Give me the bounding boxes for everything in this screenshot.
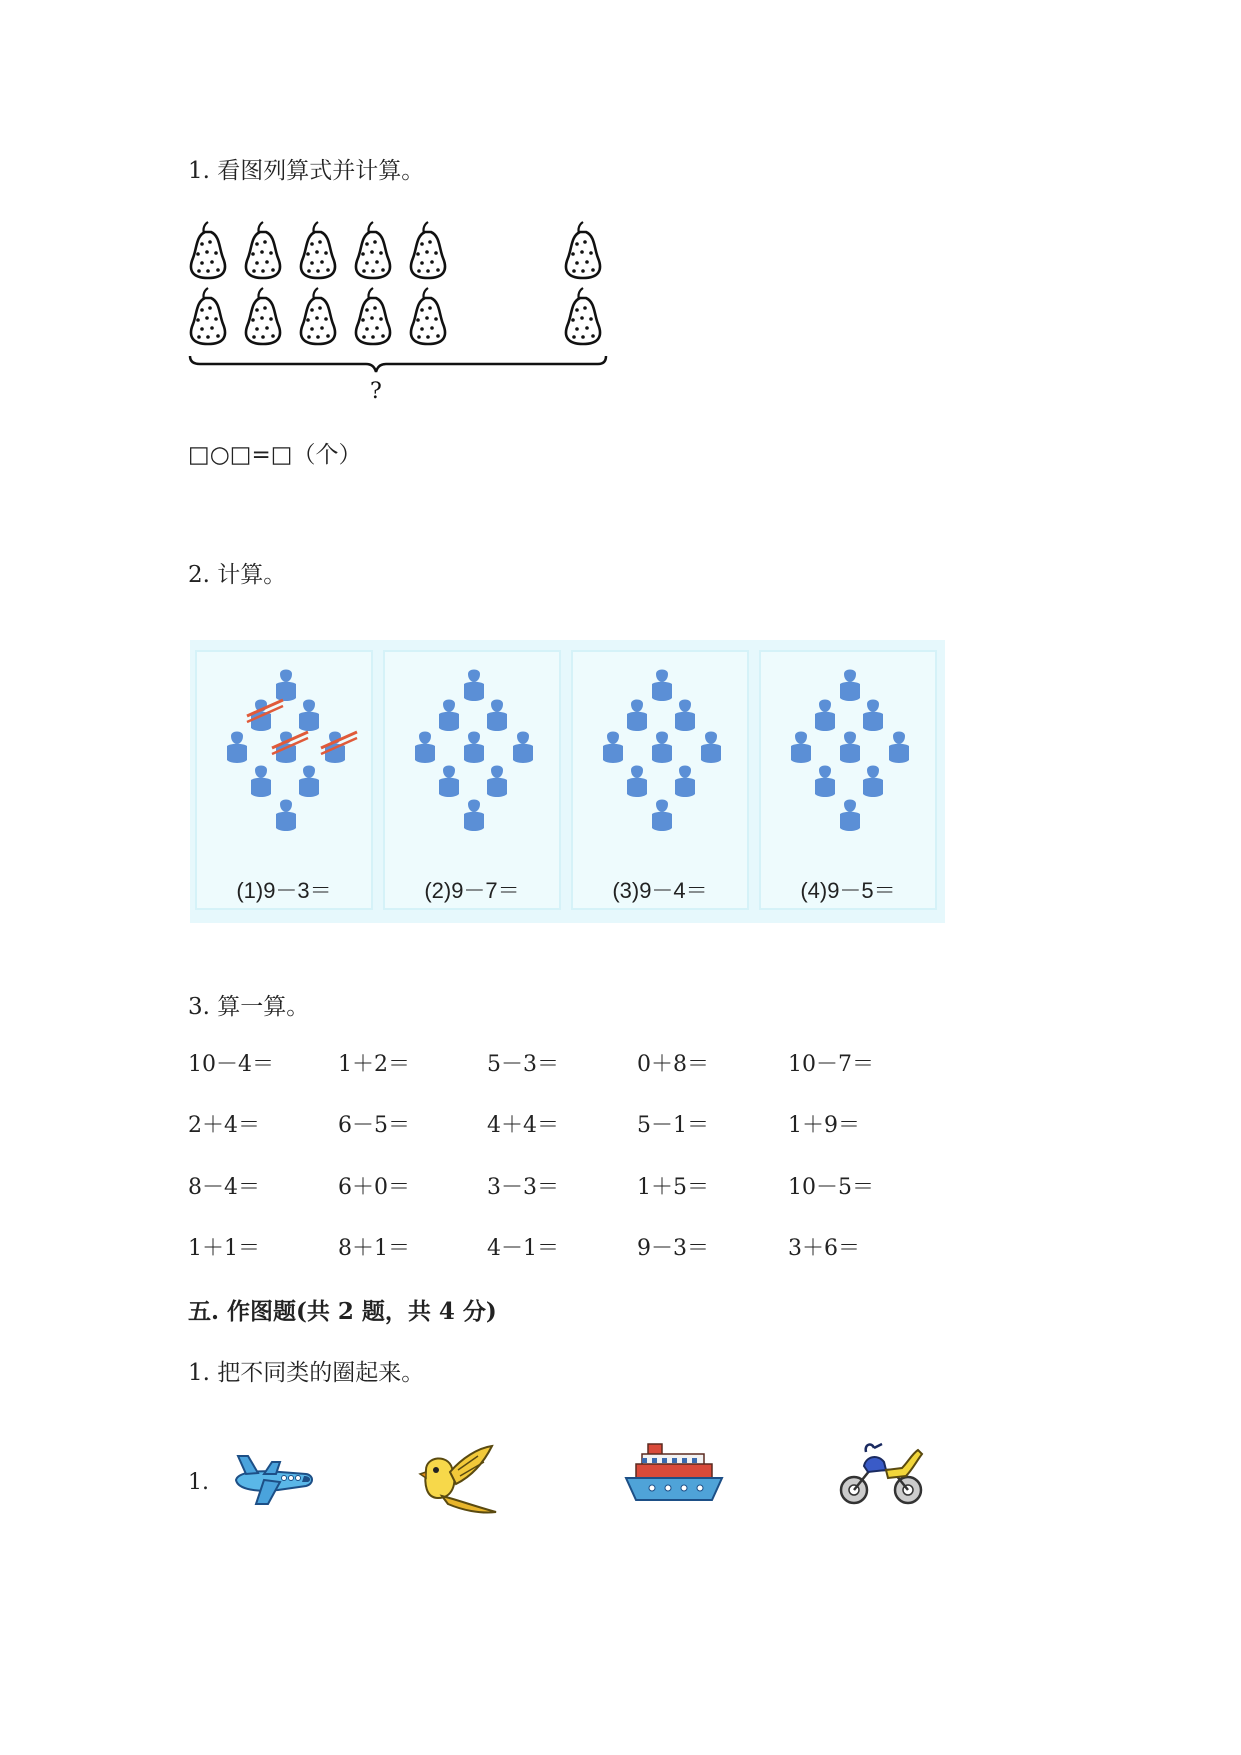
person-figure bbox=[652, 800, 672, 832]
person-figure bbox=[299, 700, 319, 732]
person-figure bbox=[889, 732, 909, 764]
people-figure bbox=[573, 652, 751, 867]
pear-figure bbox=[188, 218, 618, 408]
people-figure bbox=[197, 652, 375, 867]
equation: 10－7＝ bbox=[788, 1052, 874, 1077]
person-figure bbox=[251, 766, 271, 798]
pear bbox=[356, 288, 390, 344]
person-figure bbox=[675, 766, 695, 798]
people-figure bbox=[761, 652, 939, 867]
person-figure bbox=[299, 766, 319, 798]
pear bbox=[191, 222, 225, 278]
pear bbox=[246, 222, 280, 278]
person-figure bbox=[464, 670, 484, 702]
pear bbox=[411, 288, 445, 344]
equation: 1＋2＝ bbox=[338, 1052, 410, 1077]
person-figure bbox=[439, 766, 459, 798]
ship-icon bbox=[622, 1438, 726, 1510]
person-figure bbox=[627, 700, 647, 732]
person-figure bbox=[863, 700, 883, 732]
calc-panels bbox=[190, 640, 945, 923]
equation: 8－4＝ bbox=[188, 1175, 260, 1200]
person-figure bbox=[276, 670, 296, 702]
person-figure bbox=[815, 700, 835, 732]
panel-label: (2)9－7＝ bbox=[424, 878, 520, 903]
pear-row-bottom bbox=[191, 288, 600, 344]
panel bbox=[383, 650, 561, 910]
equation: 0＋8＝ bbox=[637, 1052, 709, 1077]
panel bbox=[571, 650, 749, 910]
equation: 6－5＝ bbox=[338, 1113, 410, 1138]
q2-title: 2. 计算。 bbox=[188, 562, 287, 588]
person-figure bbox=[276, 800, 296, 832]
equation: 10－5＝ bbox=[788, 1175, 874, 1200]
equation: 1＋9＝ bbox=[788, 1113, 860, 1138]
motorcycle-icon bbox=[836, 1440, 926, 1508]
pear bbox=[301, 222, 335, 278]
person-figure bbox=[675, 700, 695, 732]
equation: 5－1＝ bbox=[637, 1113, 709, 1138]
q1-title: 1. 看图列算式并计算。 bbox=[188, 158, 425, 184]
equation: 4－1＝ bbox=[487, 1236, 559, 1261]
panel-label: (4)9－5＝ bbox=[800, 878, 896, 903]
equation: 3＋6＝ bbox=[788, 1236, 860, 1261]
person-figure bbox=[791, 732, 811, 764]
question-mark: ? bbox=[370, 379, 382, 404]
pear bbox=[566, 222, 600, 278]
equation: 5－3＝ bbox=[487, 1052, 559, 1077]
airplane-icon bbox=[228, 1450, 316, 1508]
equation: 4＋4＝ bbox=[487, 1113, 559, 1138]
equation: 6＋0＝ bbox=[338, 1175, 410, 1200]
people-figure bbox=[385, 652, 563, 867]
person-figure bbox=[815, 766, 835, 798]
person-figure bbox=[652, 732, 672, 764]
person-figure bbox=[487, 766, 507, 798]
person-figure bbox=[227, 732, 247, 764]
pear-row-top bbox=[191, 222, 600, 278]
person-figure bbox=[513, 732, 533, 764]
person-figure bbox=[627, 766, 647, 798]
pear bbox=[191, 288, 225, 344]
equation: 3－3＝ bbox=[487, 1175, 559, 1200]
equation: 2＋4＝ bbox=[188, 1113, 260, 1138]
pear bbox=[246, 288, 280, 344]
panel-label: (3)9－4＝ bbox=[612, 878, 708, 903]
person-figure bbox=[464, 800, 484, 832]
bird-icon bbox=[412, 1440, 504, 1518]
person-figure bbox=[840, 800, 860, 832]
pear bbox=[411, 222, 445, 278]
person-figure bbox=[464, 732, 484, 764]
s5-q1-title: 1. 把不同类的圈起来。 bbox=[188, 1360, 425, 1386]
person-figure bbox=[439, 700, 459, 732]
item-number: 1. bbox=[188, 1470, 209, 1495]
equation: 10－4＝ bbox=[188, 1052, 274, 1077]
section-heading: 五. 作图题(共 2 题，共 4 分) bbox=[188, 1298, 497, 1325]
person-figure bbox=[863, 766, 883, 798]
person-figure bbox=[840, 670, 860, 702]
q3-title: 3. 算一算。 bbox=[188, 994, 310, 1020]
brace bbox=[190, 356, 606, 372]
person-figure bbox=[603, 732, 623, 764]
equation: 9－3＝ bbox=[637, 1236, 709, 1261]
person-figure bbox=[840, 732, 860, 764]
panel-label: (1)9－3＝ bbox=[236, 878, 332, 903]
pear bbox=[301, 288, 335, 344]
equation: 1＋1＝ bbox=[188, 1236, 260, 1261]
person-figure bbox=[415, 732, 435, 764]
pear bbox=[356, 222, 390, 278]
panel bbox=[759, 650, 937, 910]
pear bbox=[566, 288, 600, 344]
panel bbox=[195, 650, 373, 910]
equation: 8＋1＝ bbox=[338, 1236, 410, 1261]
q1-answer-template: □○□=□（个） bbox=[188, 442, 362, 468]
person-figure bbox=[652, 670, 672, 702]
person-figure bbox=[487, 700, 507, 732]
equation: 1＋5＝ bbox=[637, 1175, 709, 1200]
person-figure bbox=[701, 732, 721, 764]
